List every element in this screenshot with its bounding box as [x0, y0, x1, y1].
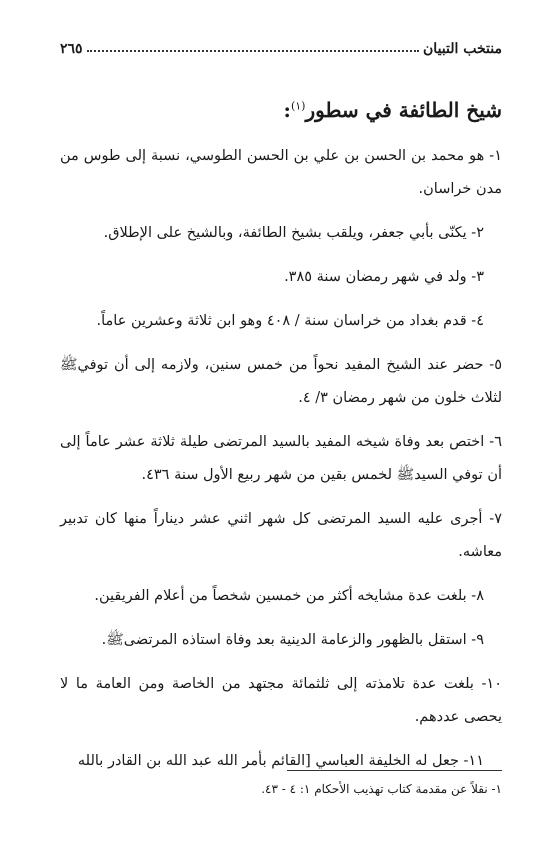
body-text — [60, 140, 502, 789]
section-title — [284, 98, 502, 122]
paragraph-1: ١- هو محمد بن الحسن بن علي بن الحسن الطوسي، نسبة إلى طوس من مدن خراسان. — [60, 148, 502, 197]
header-dotted-leader — [87, 50, 419, 52]
paragraph-4: ٤- قدم بغداد من خراسان سنة / ٤٠٨ وهو ابن ثلاثة وعشرين عاماً. — [96, 313, 484, 329]
footnote: ١- نقلاً عن مقدمة كتاب تهذيب الأحكام ١: ٤ - ٤٣. — [261, 782, 502, 796]
paragraph-6: ٦- اختص بعد وفاة شيخه المفيد بالسيد المرتضى طيلة ثلاثة عشر عاماً إلى أن توفي السيدﷺ لخمس بقين من شهر ربيع الأول سنة ٤٣٦. — [60, 434, 502, 483]
section-title-colon: : — [283, 98, 291, 122]
footnote-reference: (١) — [290, 99, 306, 113]
paragraph-7: ٧- أجرى عليه السيد المرتضى كل شهر اثني عشر ديناراً منها كان تدبير معاشه. — [60, 511, 502, 560]
book-title: منتخب التبيان — [423, 41, 502, 57]
paragraph-3: ٣- ولد في شهر رمضان سنة ٣٨٥. — [284, 269, 484, 285]
paragraph-2: ٢- يكنّى بأبي جعفر، ويلقب بشيخ الطائفة، وبالشيخ على الإطلاق. — [103, 225, 484, 241]
paragraph-8: ٨- بلغت عدة مشايخه أكثر من خمسين شخصاً من أعلام الفريقين. — [94, 588, 484, 604]
paragraph-10: ١٠- بلغت عدة تلامذته إلى ثلثمائة مجتهد من الخاصة ومن العامة ما لا يحصى عددهم. — [60, 676, 502, 725]
paragraph-5: ٥- حضر عند الشيخ المفيد نحواً من خمس سنين، ولازمه إلى أن توفيﷺ لثلاث خلون من شهر رمضان ٣/ ٤. — [60, 357, 502, 406]
page-number: ٢٦٥ — [60, 41, 83, 57]
paragraph-11: ١١- جعل له الخليفة العباسي [القائم بأمر الله عبد الله بن القادر بالله — [77, 753, 484, 769]
section-title-text: شيخ الطائفة في سطور — [305, 98, 502, 122]
footnote-divider — [287, 770, 502, 771]
running-header — [60, 35, 502, 57]
paragraph-9: ٩- استقل بالظهور والزعامة الدينية بعد وفاة استاذه المرتضىﷺ. — [101, 632, 484, 648]
